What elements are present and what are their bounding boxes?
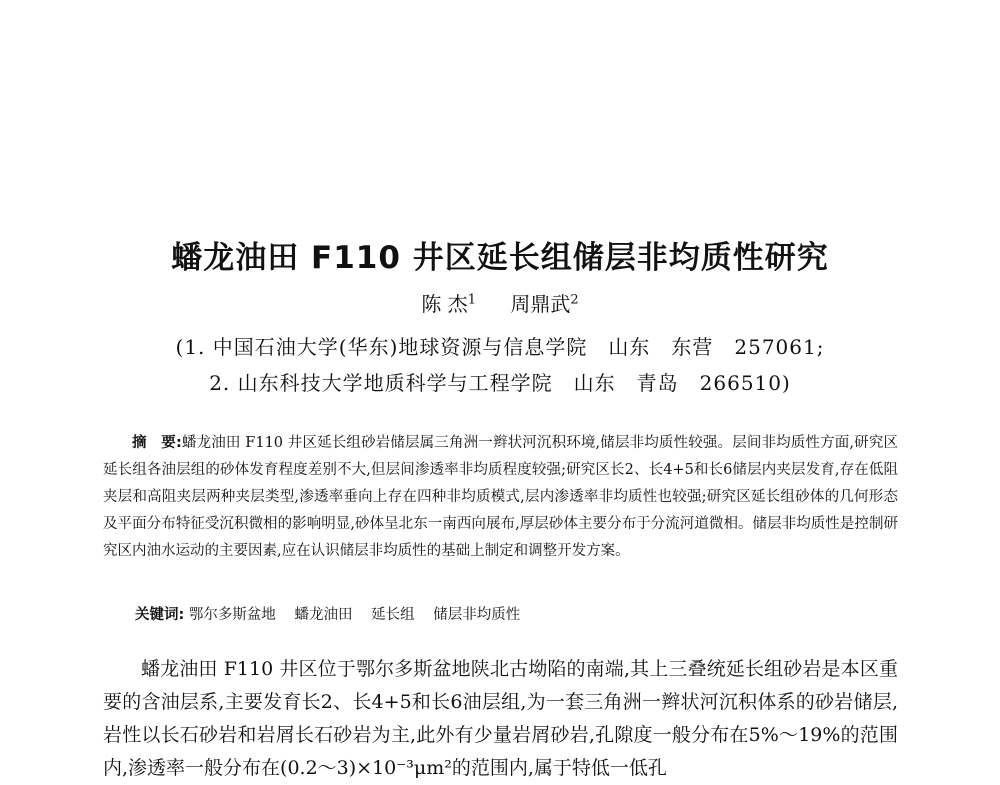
body-paragraph: 蟠龙油田 F110 井区位于鄂尔多斯盆地陕北古坳陷的南端,其上三叠统延长组砂岩是本区重要的含油层系,主要发育长2、长4+5和长6油层组,为一套三角洲一辫状河沉积体系的砂岩储层,岩性以长石砂岩和岩屑长石砂岩为主,此外有少量岩屑砂岩,孔隙度一般分布在5%～19%的范围内,渗透率一般分布在(0.2～3)×10⁻³μm²的范围内,属于特低一低孔 [103, 658, 898, 779]
author-2-affil-mark: 2 [570, 292, 579, 308]
keyword: 延长组 [371, 607, 415, 623]
author-1-name: 陈 杰 [421, 292, 468, 316]
keyword: 蟠龙油田 [294, 607, 353, 623]
author-1 [421, 292, 476, 316]
abstract-text: 蟠龙油田 F110 井区延长组砂岩储层属三角洲一辫状河沉积环境,储层非均质性较强。层间非均质性方面,研究区延长组各油层组的砂体发育程度差别不大,但层间渗透率非均质程度较强;研究区长2、长4+5和长6储层内夹层发育,存在低阻夹层和高阻夹层两种夹层类型,渗透率垂向上存在四种非均质模式,层内渗透率非均质性也较强;研究区延长组砂体的几何形态及平面分布特征受沉积微相的影响明显,砂体呈北东一南西向展布,厚层砂体主要分布于分流河道微相。储层非均质性是控制研究区内油水运动的主要因素,应在认识储层非均质性的基础上制定和调整开发方案。 [103, 435, 898, 559]
author-1-affil-mark: 1 [467, 292, 476, 308]
abstract-label: 摘 要: [132, 435, 182, 451]
keyword: 储层非均质性 [433, 607, 521, 623]
paper-title: 蟠龙油田 F110 井区延长组储层非均质性研究 [171, 240, 829, 276]
author-2 [510, 292, 578, 316]
abstract [103, 430, 898, 565]
affiliation-1: (1. 中国石油大学(华东)地球资源与信息学院 山东 东营 257061; [175, 335, 825, 359]
author-2-name: 周鼎武 [510, 292, 571, 316]
keywords [135, 603, 534, 624]
keywords-label: 关键词: [135, 607, 185, 623]
author-list [0, 288, 1000, 317]
keyword: 鄂尔多斯盆地 [188, 607, 276, 623]
affiliation-2: 2. 山东科技大学地质科学与工程学院 山东 青岛 266510) [209, 371, 791, 395]
